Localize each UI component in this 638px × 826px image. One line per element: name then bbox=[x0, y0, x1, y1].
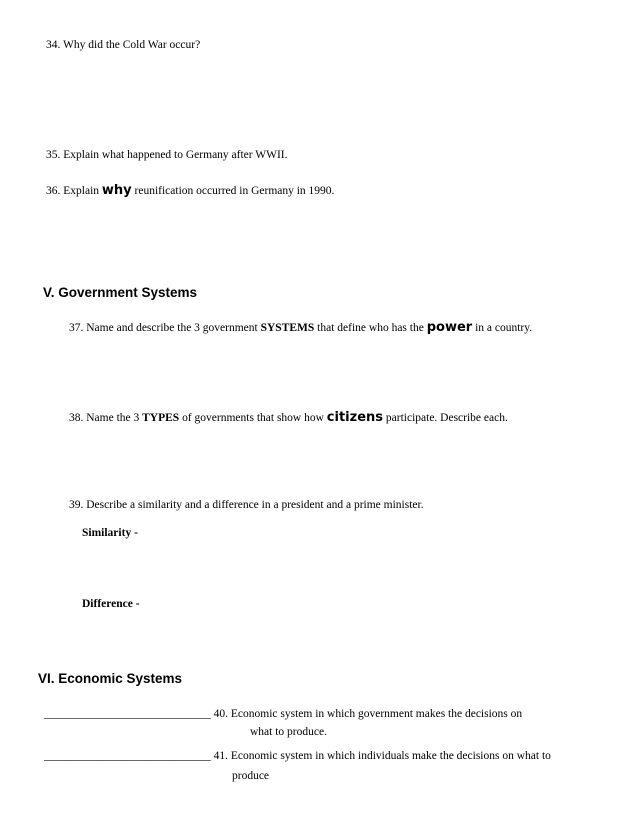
question-37-emphasis: power bbox=[426, 320, 473, 335]
question-38-text-start: 38. Name the 3 bbox=[69, 412, 143, 424]
answer-blank-41[interactable]: _____________________________ bbox=[44, 750, 211, 762]
question-36-emphasis: why bbox=[101, 183, 132, 198]
similarity-label: Similarity - bbox=[82, 527, 138, 539]
question-41 bbox=[44, 750, 551, 762]
question-37-text-mid: that define who has the bbox=[314, 322, 427, 334]
question-40 bbox=[44, 708, 522, 720]
question-36-text-start: 36. Explain bbox=[46, 185, 102, 197]
question-38-emphasis: citizens bbox=[326, 410, 384, 425]
question-37 bbox=[69, 320, 532, 335]
question-36 bbox=[46, 183, 334, 198]
question-36-text-end: reunification occurred in Germany in 1990. bbox=[131, 185, 335, 197]
question-38-bold: TYPES bbox=[142, 412, 180, 424]
question-41-continuation: produce bbox=[232, 770, 270, 782]
question-40-text: 40. Economic system in which government makes the decisions on bbox=[213, 708, 523, 720]
question-34: 34. Why did the Cold War occur? bbox=[46, 39, 201, 51]
answer-blank-40[interactable]: _____________________________ bbox=[44, 708, 211, 720]
question-38 bbox=[69, 410, 508, 425]
question-41-text: 41. Economic system in which individuals make the decisions on what to bbox=[213, 750, 551, 762]
question-38-text-mid: of governments that show how bbox=[179, 412, 327, 424]
question-37-text-start: 37. Name and describe the 3 government bbox=[69, 322, 261, 334]
difference-label: Difference - bbox=[82, 598, 140, 610]
question-37-text-end: in a country. bbox=[472, 322, 533, 334]
section-heading-economic-systems: VI. Economic Systems bbox=[38, 671, 183, 686]
section-heading-government-systems: V. Government Systems bbox=[43, 285, 198, 300]
question-39: 39. Describe a similarity and a difference in a president and a prime minister. bbox=[69, 499, 424, 511]
question-35: 35. Explain what happened to Germany after WWII. bbox=[46, 149, 288, 161]
question-40-continuation: what to produce. bbox=[250, 726, 327, 738]
question-38-text-end: participate. Describe each. bbox=[383, 412, 508, 424]
question-37-bold: SYSTEMS bbox=[260, 322, 315, 334]
